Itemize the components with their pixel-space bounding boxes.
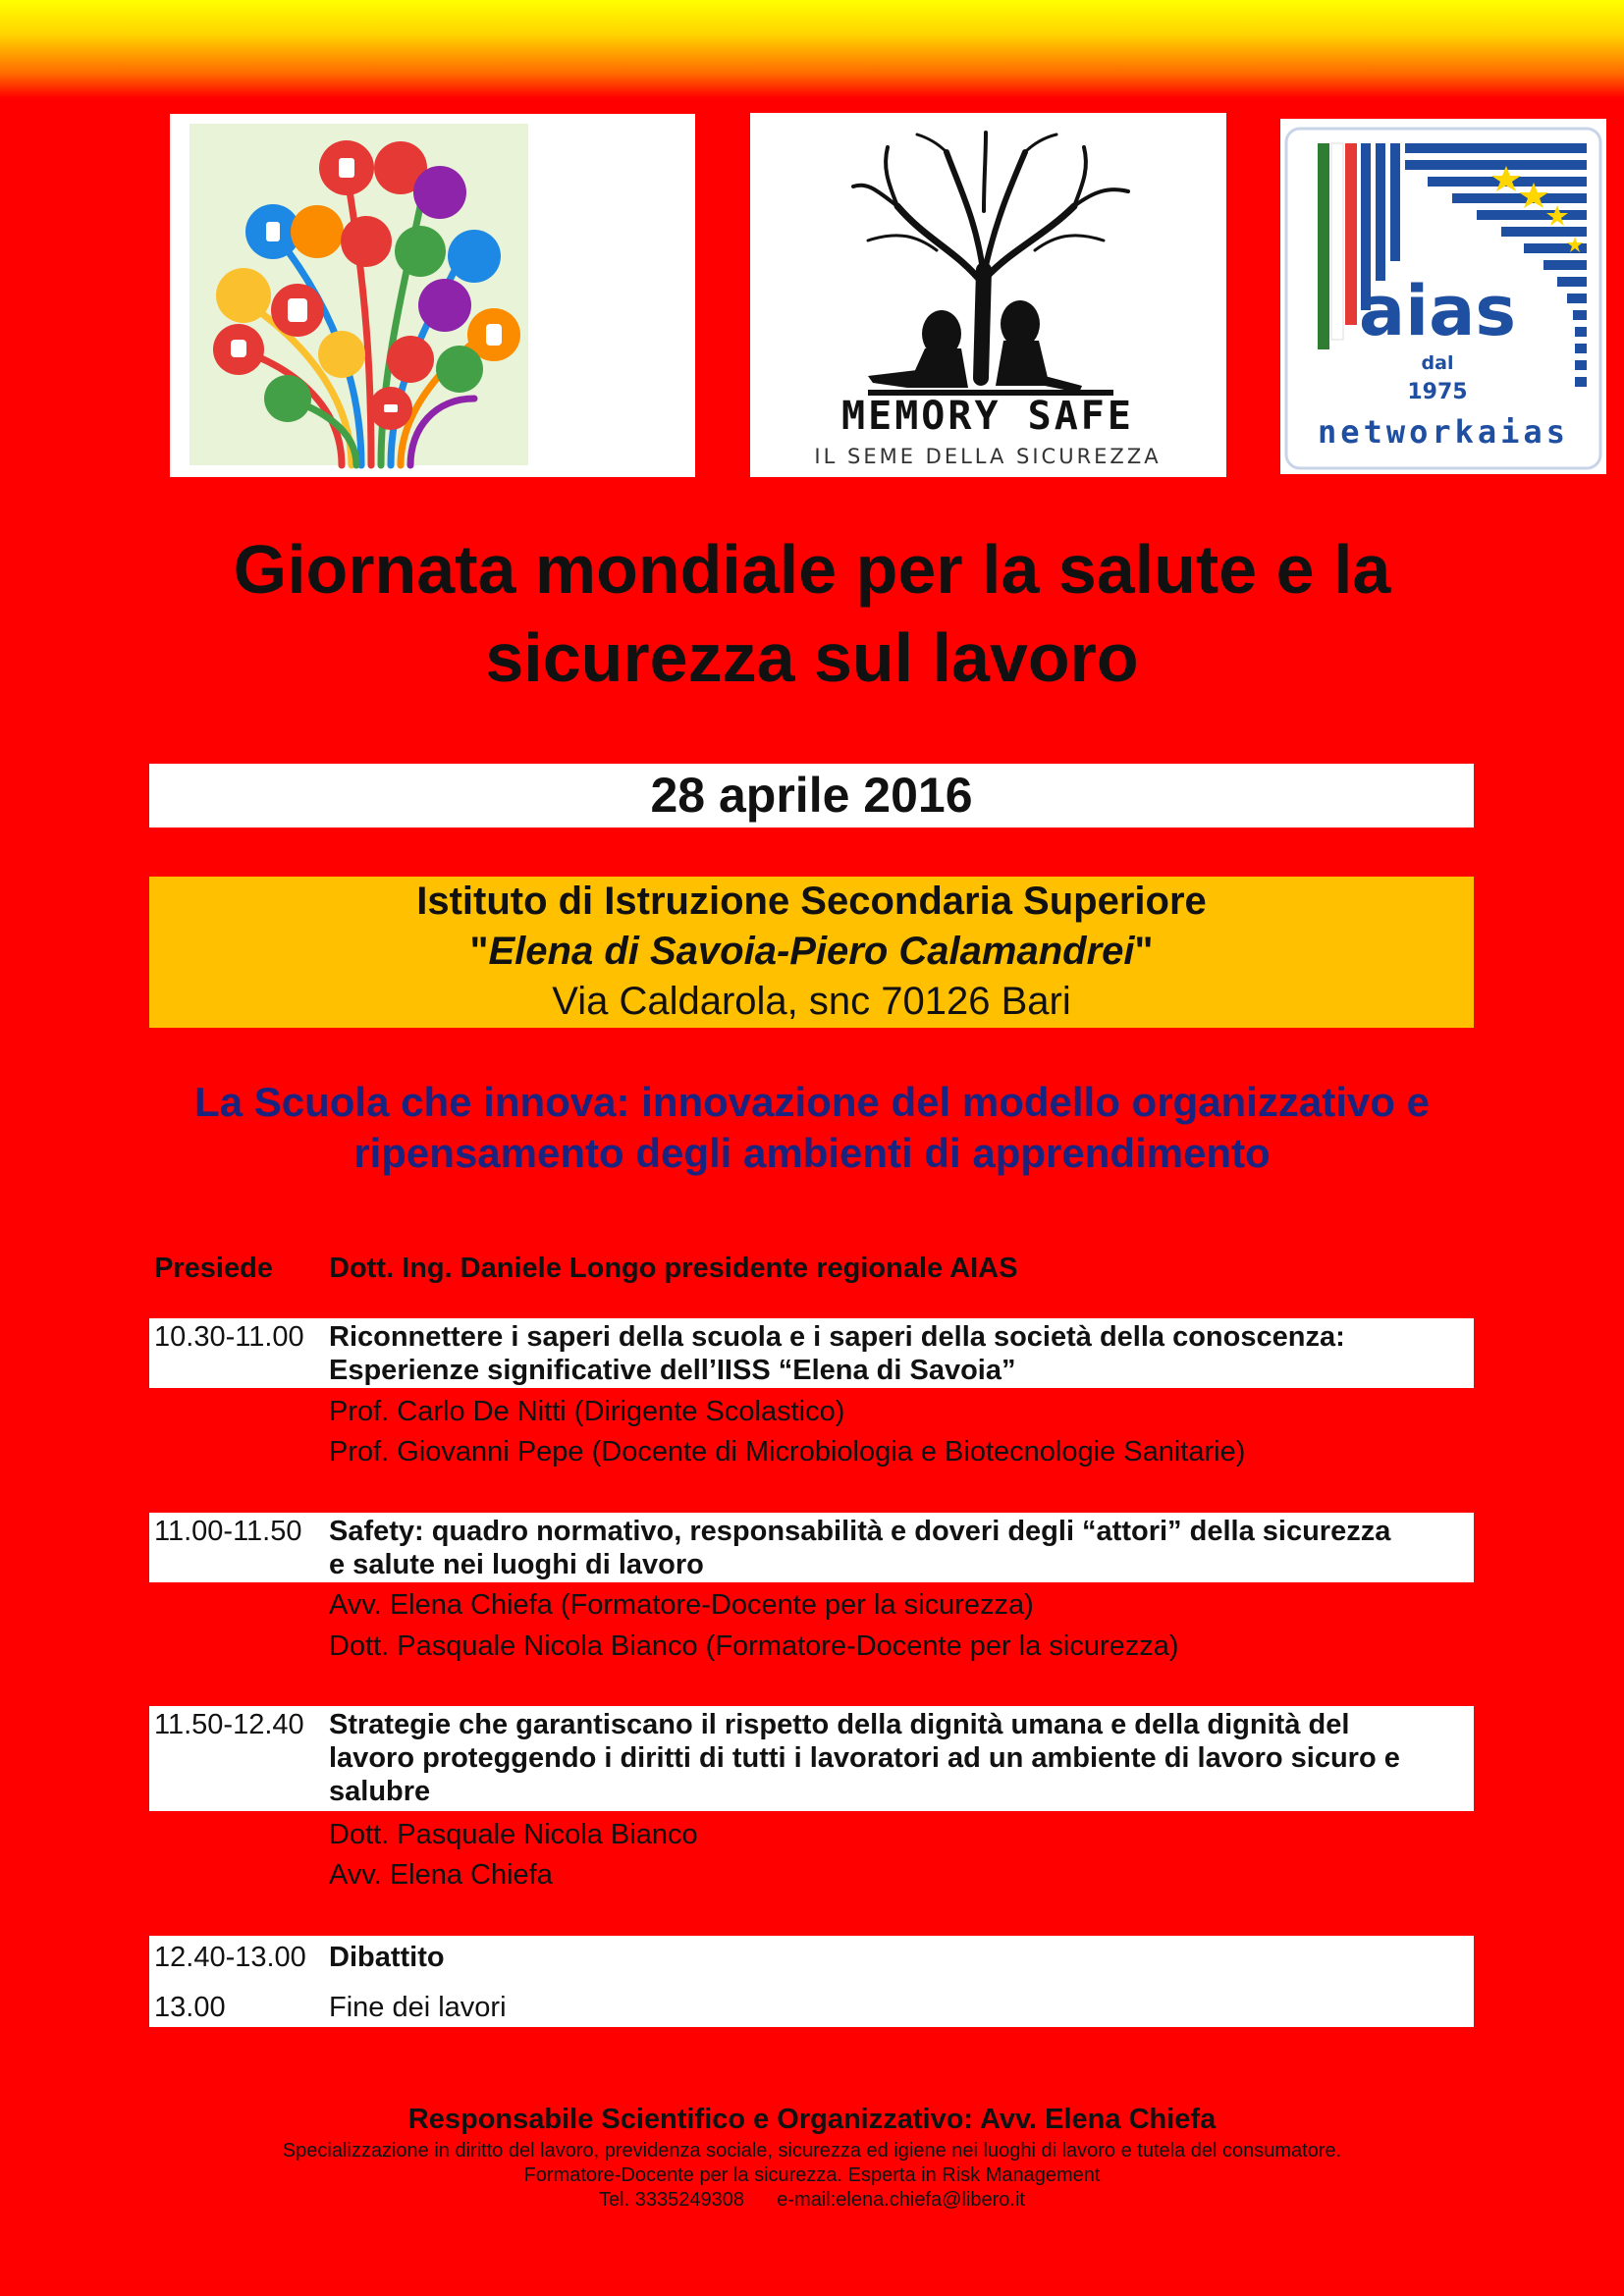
session-2-speaker-1 [149,1588,1474,1622]
session-1-title-line-2: Esperienze significative dell’IISS “Elena di Savoia” [329,1355,1016,1386]
chair-text: Dott. Ing. Daniele Longo presidente regionale AIAS [329,1253,1018,1284]
chair-row [149,1252,1474,1285]
speaker-name: Dott. Pasquale Nicola Bianco [329,1819,698,1850]
memory-safe-wordmark: MEMORY SAFE [841,394,1134,439]
footer-details [0,2139,1624,2213]
footer-role: Formatore-Docente per la sicurezza. Esperta in Risk Management [523,2164,1101,2186]
session-1-title-line-1: Riconnettere i saperi della scuola e i saperi della società della conoscenza: [329,1321,1345,1353]
speaker-name: Avv. Elena Chiefa (Formatore-Docente per la sicurezza) [329,1589,1034,1621]
event-date: 28 aprile 2016 [149,764,1474,828]
session-1-title [329,1320,1464,1387]
footer-specialization: Specializzazione in diritto del lavoro, previdenza sociale, sicurezza ed igiene nei luoghi di lavoro e tutela del consumatore. [282,2140,1342,2162]
session-2-title-line-1: Safety: quadro normativo, responsabilità e doveri degli “attori” della sicurezza [329,1516,1391,1547]
session-3-time: 11.50-12.40 [154,1709,304,1740]
school-name: Elena di Savoia-Piero Calamandrei [488,930,1135,973]
title-line-2: sicurezza sul lavoro [485,619,1139,696]
safety-tree-icon [170,114,695,477]
speaker-name: Prof. Carlo De Nitti (Dirigente Scolastico) [329,1396,845,1427]
session-1-speaker-1 [149,1395,1474,1428]
footer-responsible: Responsabile Scientifico e Organizzativo: Avv. Elena Chiefa [407,2104,1217,2135]
quote-open: " [469,930,489,973]
safety-tree-logo [170,114,695,477]
memory-safe-logo [750,113,1226,477]
subtitle-line-2: ripensamento degli ambienti di apprendimento [353,1130,1271,1176]
speaker-name: Prof. Giovanni Pepe (Docente di Microbiologia e Biotecnologie Sanitarie) [329,1436,1246,1468]
session-2-speaker-2 [149,1629,1474,1663]
venue-box [149,877,1474,1028]
session-1 [149,1318,1474,1388]
session-2-title-line-2: e salute nei luoghi di lavoro [329,1549,704,1580]
footer-contact: Tel. 3335249308 e-mail:elena.chiefa@libero.it [599,2189,1025,2211]
session-5-title: Fine dei lavori [329,1992,507,2023]
venue-institute: Istituto di Istruzione Secondaria Superiore [416,880,1207,923]
speaker-name: Dott. Pasquale Nicola Bianco (Formatore-Docente per la sicurezza) [329,1630,1179,1662]
session-2 [149,1513,1474,1582]
aias-year: 1975 [1407,380,1468,404]
session-3-title-line-2: lavoro proteggendo i diritti di tutti i lavoratori ad un ambiente di lavoro sicuro e [329,1742,1400,1774]
event-subtitle [0,1077,1624,1179]
memory-safe-tagline: IL SEME DELLA SICUREZZA [814,445,1162,468]
session-3-speaker-1 [149,1818,1474,1851]
session-3-speaker-2 [149,1858,1474,1892]
venue-address: Via Caldarola, snc 70126 Bari [552,980,1071,1023]
speaker-name: Avv. Elena Chiefa [329,1859,553,1891]
tree-children-icon [750,113,1226,477]
aias-network-label: networkaias [1318,413,1569,451]
session-1-speaker-2 [149,1435,1474,1468]
session-3-title [329,1708,1464,1808]
session-2-time: 11.00-11.50 [154,1516,302,1547]
quote-close: " [1134,930,1154,973]
page-title [0,525,1624,702]
session-3-title-line-1: Strategie che garantiscano il rispetto della dignità umana e della dignità del [329,1709,1350,1740]
aias-logo [1280,119,1606,474]
closing-sessions [149,1936,1474,2027]
top-gradient-band [0,0,1624,98]
aias-emblem-icon [1280,119,1606,474]
session-3 [149,1706,1474,1811]
session-5-time: 13.00 [154,1992,226,2023]
aias-since-label: dal [1421,352,1454,374]
venue-school-name [149,927,1474,977]
session-2-title [329,1515,1464,1581]
chair-label: Presiede [154,1253,273,1284]
session-3-title-line-3: salubre [329,1776,431,1807]
session-4-title: Dibattito [329,1942,445,1973]
subtitle-line-1: La Scuola che innova: innovazione del modello organizzativo e [194,1079,1430,1125]
aias-wordmark: aias [1358,271,1517,351]
session-4-time: 12.40-13.00 [154,1942,306,1973]
session-1-time: 10.30-11.00 [154,1321,304,1353]
title-line-1: Giornata mondiale per la salute e la [233,531,1391,608]
